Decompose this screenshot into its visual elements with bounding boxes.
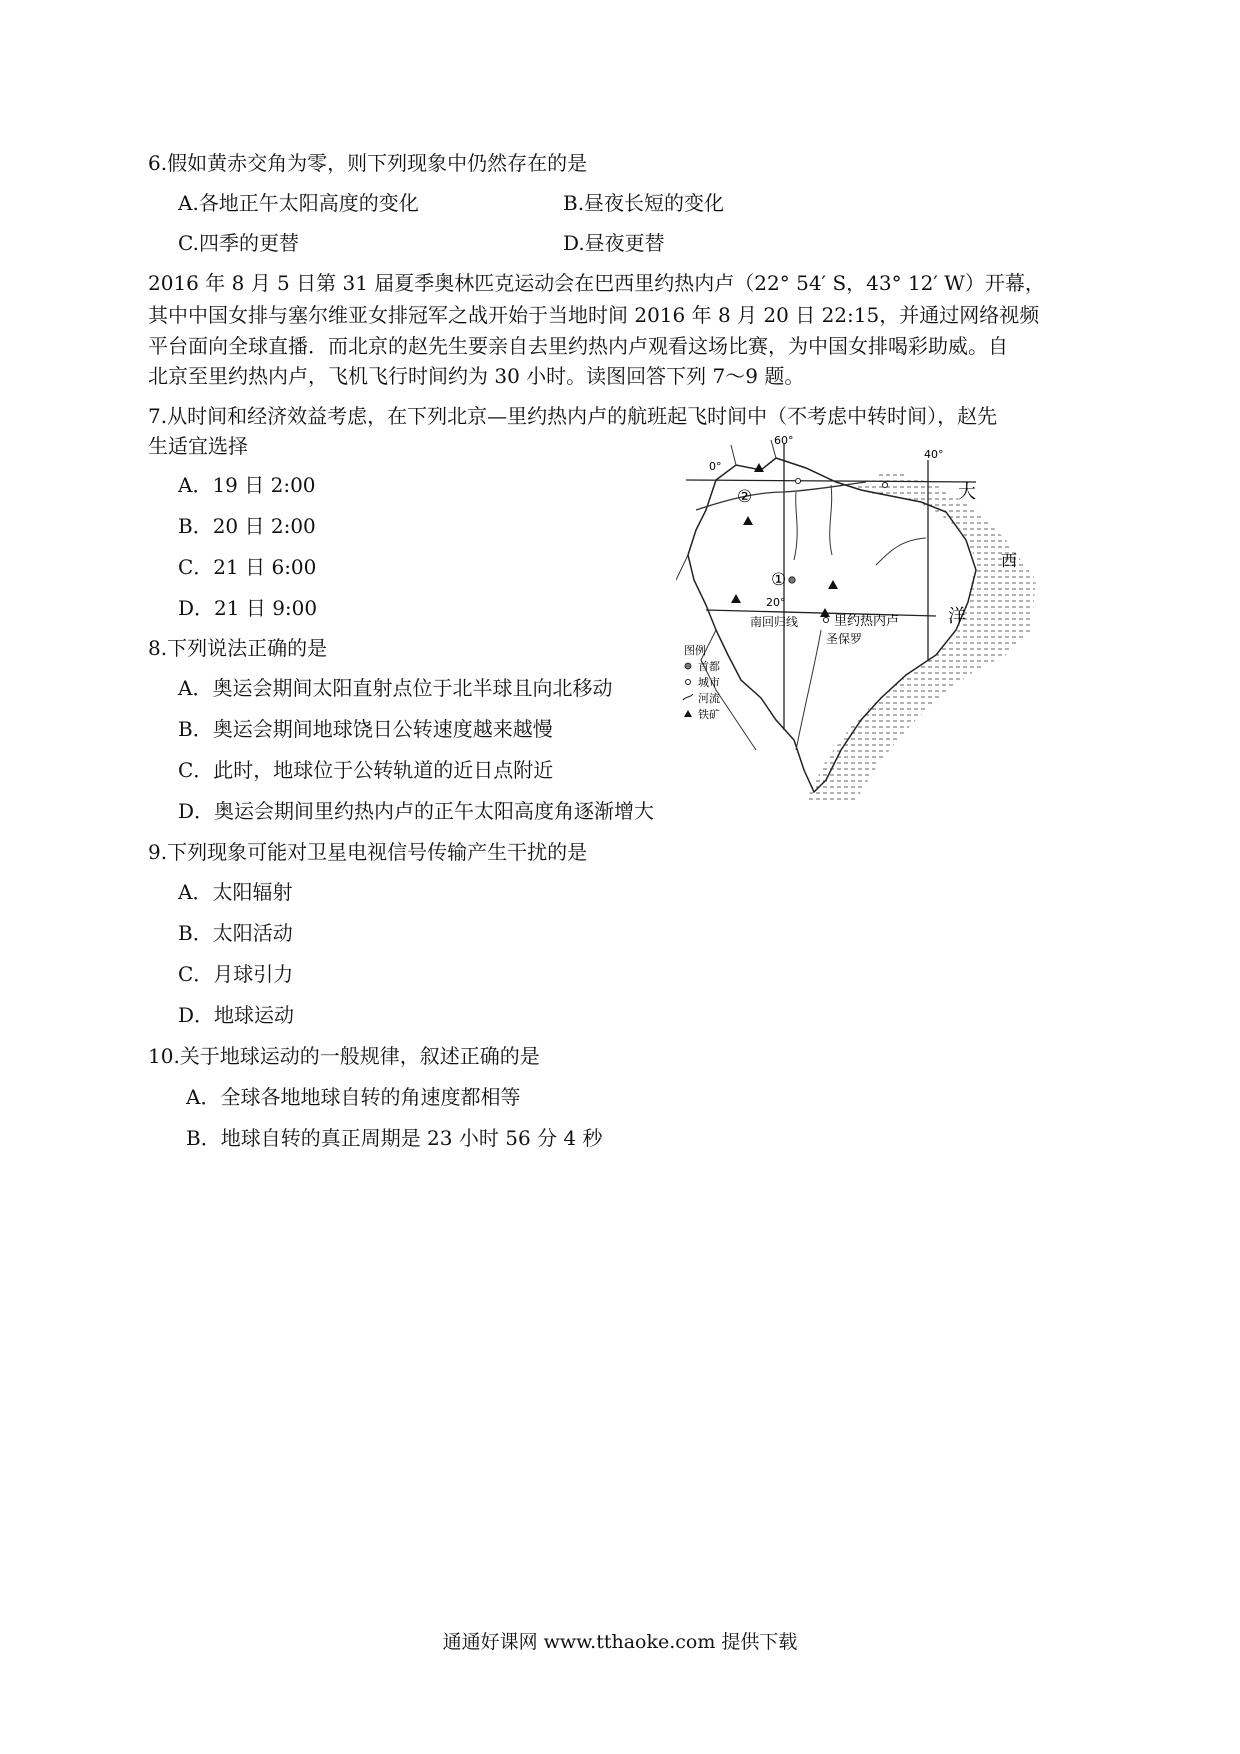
q7-stem-line-2: 生适宜选择 [148,434,248,458]
q10-stem: 10.关于地球运动的一般规律，叙述正确的是 [148,1044,540,1068]
q10-option-b: B．地球自转的真正周期是 23 小时 56 分 4 秒 [186,1126,603,1150]
intro-line-2: 其中中国女排与塞尔维亚女排冠军之战开始于当地时间 2016 年 8 月 20 日 22:15，并通过网络视频 [148,303,1040,327]
map-label-ocean-2: 西 [1001,551,1018,570]
q7-option-c: C．21 日 6:00 [178,555,317,579]
map-label-lat-20: 20° [766,596,786,609]
q9-option-c: C．月球引力 [178,962,294,986]
q6-option-c: C.四季的更替 [178,231,299,255]
footer-text: 通通好课网 www.tthaoke.com 提供下载 [442,1631,798,1653]
map-label-lon-60: 60° [774,434,794,447]
intro-line-4: 北京至里约热内卢，飞机飞行时间约为 30 小时。读图回答下列 7～9 题。 [148,364,805,388]
legend-title: 图例 [684,644,706,657]
q6-option-d: D.昼夜更替 [563,231,665,255]
map-label-ocean-3: 洋 [948,606,966,627]
legend-city: 城市 [698,676,720,689]
legend-iron: 铁矿 [698,708,720,721]
legend-river: 河流 [698,692,720,705]
city-icon [823,617,828,622]
map-label-saopaulo: 圣保罗 [826,632,863,646]
capital-icon [789,577,795,583]
map-overlay [676,430,1046,820]
map-label-ocean-1: 大 [958,482,976,503]
q9-stem: 9.下列现象可能对卫星电视信号传输产生干扰的是 [148,840,588,864]
city-icon [795,478,800,483]
q8-option-d: D．奥运会期间里约热内卢的正午太阳高度角逐渐增大 [178,799,655,823]
q6-option-a: A.各地正午太阳高度的变化 [178,191,419,215]
q7-option-b: B．20 日 2:00 [178,514,316,538]
q8-option-a: A．奥运会期间太阳直射点位于北半球且向北移动 [178,676,613,700]
intro-line-1: 2016 年 8 月 5 日第 31 届夏季奥林匹克运动会在巴西里约热内卢（22° 54′ S，43° 12′ W）开幕， [148,271,1045,295]
intro-line-3: 平台面向全球直播．而北京的赵先生要亲自去里约热内卢观看这场比赛，为中国女排喝彩助威。自 [148,334,1008,358]
city-icon [882,482,887,487]
q8-stem: 8.下列说法正确的是 [148,636,328,660]
q7-option-d: D．21 日 9:00 [178,596,318,620]
map-label-lat-0: 0° [709,460,722,473]
q7-option-a: A．19 日 2:00 [178,473,316,497]
map-marker-2: ② [737,487,753,507]
map-label-tropic: 南回归线 [750,615,799,629]
q9-option-b: B．太阳活动 [178,921,293,945]
q9-option-d: D．地球运动 [178,1003,295,1027]
q9-option-a: A．太阳辐射 [178,880,293,904]
map-label-lon-40: 40° [924,448,944,461]
q10-option-a: A．全球各地地球自转的角速度都相等 [186,1085,521,1109]
map-label-rio: 里约热内卢 [834,614,900,629]
legend-city-icon [685,679,690,684]
map-marker-1: ① [771,570,787,590]
q8-option-c: C．此时，地球位于公转轨道的近日点附近 [178,758,554,782]
q7-stem-line-1: 7.从时间和经济效益考虑，在下列北京—里约热内卢的航班起飞时间中（不考虑中转时间），赵先 [148,404,998,428]
q6-stem: 6.假如黄赤交角为零，则下列现象中仍然存在的是 [148,151,588,175]
q6-option-b: B.昼夜长短的变化 [563,191,725,215]
q8-option-b: B．奥运会期间地球饶日公转速度越来越慢 [178,717,553,741]
legend-capital-icon [685,663,691,669]
legend-capital: 首都 [698,660,720,673]
